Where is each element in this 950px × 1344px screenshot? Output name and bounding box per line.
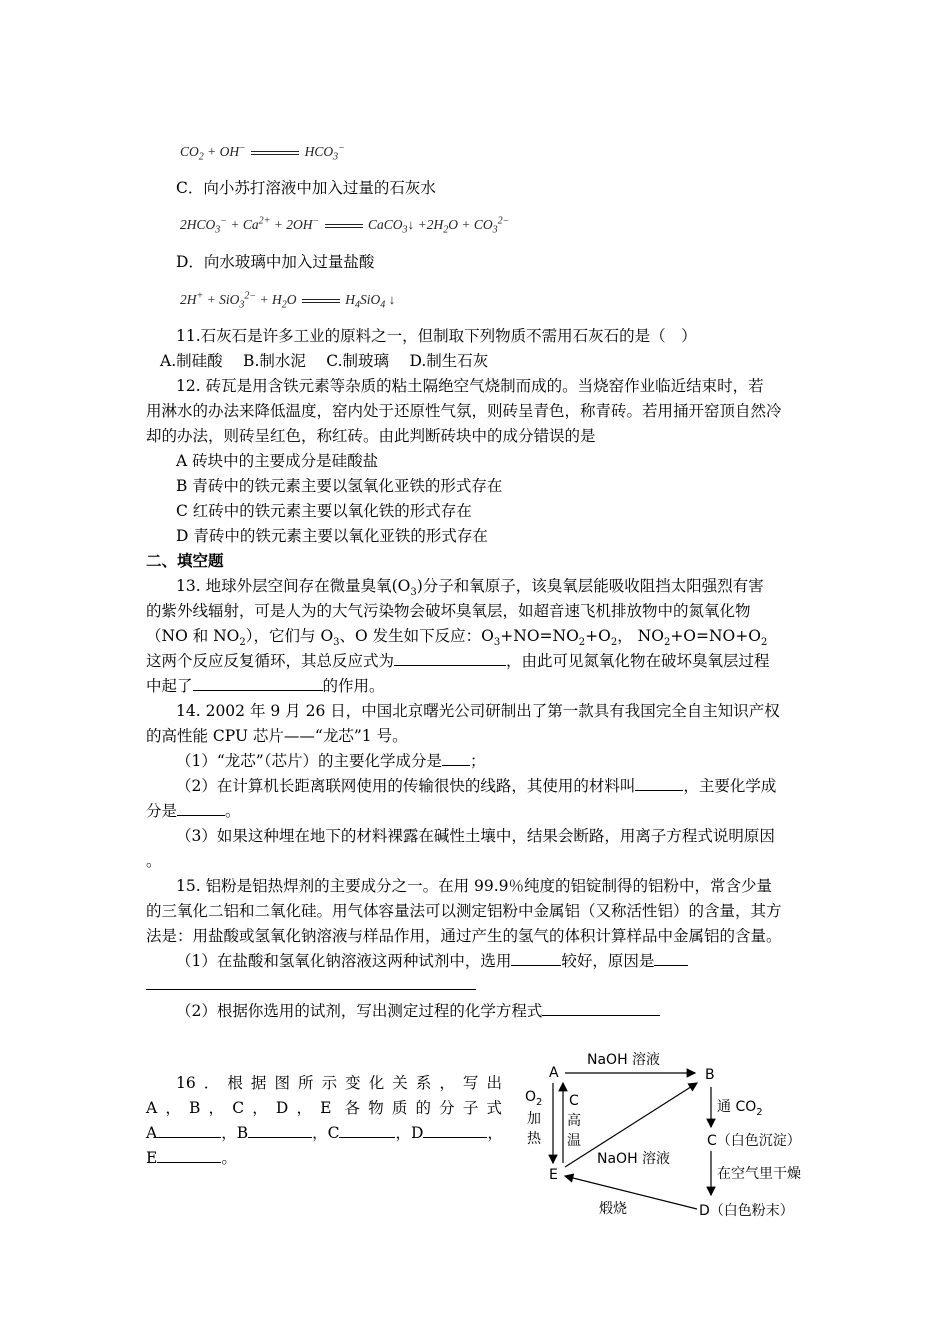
q14-blank-2[interactable] — [635, 776, 683, 791]
q13-line2: 的紫外线辐射，可是人为的大气污染物会破坏臭氧层，如超音速飞机排放物中的氮氧化物 — [146, 602, 751, 620]
q12-line3: 却的办法，则砖呈红色，称红砖。由此判断砖块中的成分错误的是 — [146, 427, 596, 445]
label-hi-2: 温 — [567, 1133, 581, 1149]
q12-line1: 12. 砖瓦是用含铁元素等杂质的粘土隔绝空气烧制而成的。当烧窑作业临近结束时，若 — [176, 377, 764, 395]
q16-blank-c[interactable] — [339, 1123, 395, 1138]
q16-line1: 16．根据图所示变化关系，写出 — [176, 1074, 502, 1092]
q14-blank-3[interactable] — [177, 801, 225, 816]
q15-answer-line[interactable] — [146, 975, 476, 990]
q14-blank-1[interactable] — [442, 751, 470, 766]
q13-line4: 这两个反应反复循环，其总反应式为 ，由此可见氮氧化物在破坏臭氧层过程 — [146, 652, 770, 670]
q15-blank-equation[interactable] — [542, 1001, 660, 1016]
q16-line3: A ，B ，C ，D ， — [146, 1124, 503, 1142]
node-d: D（白色粉末） — [699, 1203, 794, 1219]
q12-option-d: D 青砖中的铁元素主要以氧化亚铁的形式存在 — [176, 527, 488, 545]
q15-part1: （1）在盐酸和氢氧化钠溶液这两种试剂中，选用 较好，原因是 — [176, 951, 688, 971]
option-d: D．向水玻璃中加入过量盐酸 — [176, 253, 375, 271]
section-heading: 二、填空题 — [146, 551, 224, 570]
q16-blank-d[interactable] — [423, 1123, 487, 1138]
q14-part1: （1）“龙芯”（芯片）的主要化学成分是 ； — [176, 752, 486, 770]
q13-line1: 13. 地球外层空间存在微量臭氧$(O_3)$分子和氧原子，该臭氧层能吸收阻挡太阳强烈有害 — [176, 577, 764, 599]
q13-line5: 中起了 的作用。 — [146, 677, 385, 695]
arrow-d-to-e — [565, 1176, 697, 1209]
node-b: B — [705, 1067, 715, 1083]
q12-line2: 用淋水的办法来降低温度，窑内处于还原性气氛，则砖呈青色，称青砖。若用捅开窑顶自然冷 — [146, 402, 782, 420]
q16-blank-a[interactable] — [157, 1123, 221, 1138]
q13-line3: （NO 和 $NO_2$），它们与 $O_3$、O 发生如下反应：$O_3+NO=NO_2+O_2$， $NO_2+O=NO+O_2$ — [146, 627, 768, 649]
q16-line4: E 。 — [146, 1149, 237, 1167]
q15-line1: 15. 铝粉是铝热焊剂的主要成分之一。在用 99.9％纯度的铝锭制得的铝粉中，常含少量 — [176, 877, 773, 895]
q14-part2-cont: 分是 。 — [146, 802, 241, 820]
label-hi-1: 高 — [567, 1113, 581, 1129]
q16-line2: A，B，C，D，E 各物质的分子式 — [146, 1099, 502, 1117]
label-dry: 在空气里干燥 — [717, 1166, 801, 1182]
q16-blank-b[interactable] — [248, 1123, 312, 1138]
q12-option-b: B 青砖中的铁元素主要以氢氧化亚铁的形式存在 — [176, 477, 503, 495]
q15-line3: 法是：用盐酸或氢氧化钠溶液与样品作用，通过产生的氢气的体积计算样品中金属铝的含量。 — [146, 927, 782, 945]
q15-part2: （2）根据你选用的试剂，写出测定过程的化学方程式 — [176, 1001, 660, 1021]
label-o2: $O_2$ — [525, 1089, 543, 1108]
q11-options: A.制硅酸 B.制水泥 C.制玻璃 D.制生石灰 — [160, 352, 489, 370]
node-e: E — [549, 1167, 558, 1183]
equation-c: $2HCO_3^- + Ca^{2+} + 2OH^-$ CaCO$_3$↓ $+2H_2O + CO_3^{2-}$ — [180, 215, 510, 236]
q11-stem: 11.石灰石是许多工业的原料之一，但制取下列物质不需用石灰石的是（ ） — [176, 327, 697, 345]
q12-option-a: A 砖块中的主要成分是硅酸盐 — [176, 452, 379, 470]
label-c: C — [569, 1093, 579, 1109]
q15-blank-reagent[interactable] — [511, 951, 561, 966]
label-calcine: 煅烧 — [599, 1201, 627, 1217]
q14-line2: 的高性能 CPU 芯片——“龙芯”1 号。 — [146, 727, 408, 745]
label-naoh-diag: NaOH 溶液 — [597, 1151, 671, 1167]
node-a: A — [549, 1065, 559, 1081]
q15-blank-reason[interactable] — [654, 951, 688, 966]
q16-blank-e[interactable] — [157, 1148, 221, 1163]
q12-option-c: C 红砖中的铁元素主要以氧化铁的形式存在 — [176, 502, 472, 520]
label-co2: 通 $CO_2$ — [717, 1099, 763, 1118]
option-c: C．向小苏打溶液中加入过量的石灰水 — [176, 179, 436, 197]
reaction-diagram — [515, 1045, 815, 1225]
label-heat-1: 加 — [527, 1111, 541, 1127]
q13-blank-total-reaction[interactable] — [394, 651, 506, 666]
q13-blank-role[interactable] — [193, 676, 323, 691]
equation-b: $CO_2 + OH^-$ $HCO_3^-$ — [180, 142, 345, 163]
q14-part3-end: 。 — [146, 852, 162, 870]
q14-part2: （2）在计算机长距离联网使用的传输很快的线路，其使用的材料叫 ，主要化学成 — [176, 777, 777, 795]
q14-line1: 14. 2002 年 9 月 26 日，中国北京曙光公司研制出了第一款具有我国完全自主知识产权 — [176, 702, 780, 720]
node-c: C（白色沉淀） — [707, 1133, 801, 1149]
q14-part3: （3）如果这种埋在地下的材料裸露在碱性土壤中，结果会断路，用离子方程式说明原因 — [176, 827, 775, 845]
label-heat-2: 热 — [527, 1131, 541, 1147]
equation-d: $2H^+ + SiO_3^{2-} + H_2O$ $H_4SiO_4$ ↓ — [180, 290, 396, 311]
q15-line2: 的三氧化二铝和二氧化硅。用气体容量法可以测定铝粉中金属铝（又称活性铝）的含量，其方 — [146, 902, 782, 920]
label-naoh-top: NaOH 溶液 — [587, 1052, 661, 1068]
